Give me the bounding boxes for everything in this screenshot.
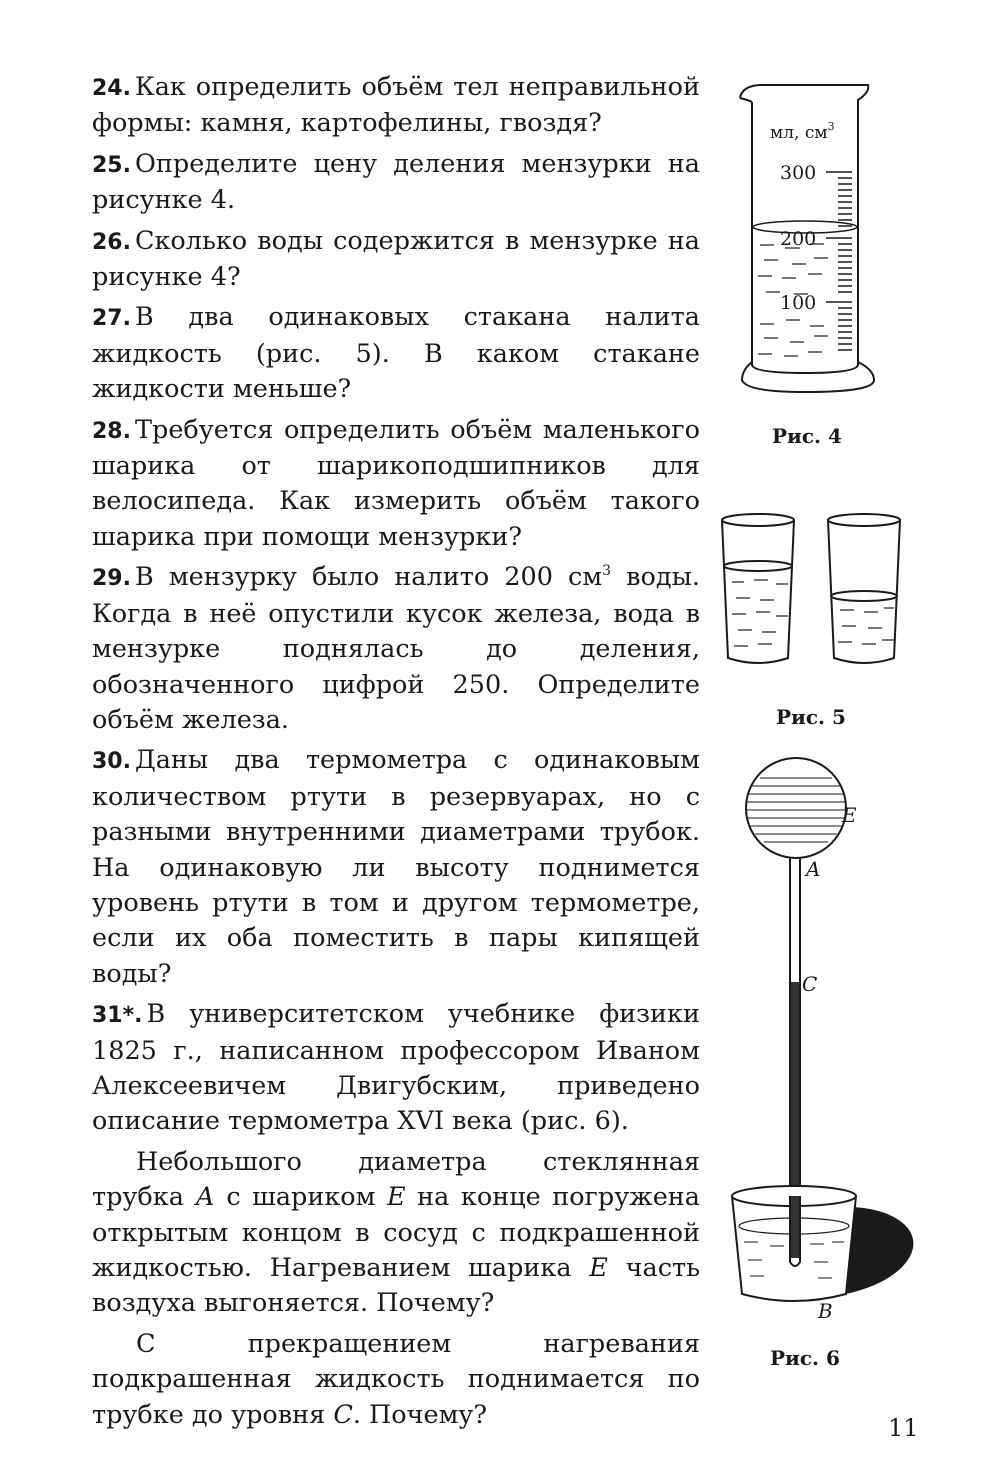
scale-100: 100 bbox=[780, 292, 817, 314]
problem-text: Определите цену деления мензурки на рисунке 4. bbox=[92, 148, 700, 216]
problem-number: 26. bbox=[92, 229, 131, 255]
figure-4-measuring-cylinder bbox=[730, 80, 890, 400]
problem-number: 25. bbox=[92, 152, 131, 178]
problem-28 bbox=[92, 413, 700, 556]
figure-5-caption: Рис. 5 bbox=[776, 705, 846, 729]
problem-number: 27. bbox=[92, 306, 131, 332]
problem-text: В два одинаковых стакана налита жидкость (рис. 5). В каком стакане жидкости меньше? bbox=[92, 302, 700, 405]
figure-5-two-glasses bbox=[718, 508, 908, 673]
problem-text: Как определить объём тел неправильной формы: камня, картофелины, гвоздя? bbox=[92, 72, 700, 139]
text-column bbox=[92, 70, 700, 1438]
problem-text: Даны два термометра с одинаковым количеством ртути в резервуарах, но с разными внутренними диаметрами трубок. На одинаковую ли высоту поднимется уровень ртути в том и другом термометре, если их оба поместить в пары кипящей воды? bbox=[92, 745, 700, 989]
variable-c: С bbox=[333, 1399, 353, 1430]
problem-text-end: воды. Когда в неё опустили кусок железа, вода в мензурке поднялась до деления, обозначенного цифрой 250. Определите объём железа. bbox=[92, 562, 700, 735]
problem-30 bbox=[92, 743, 700, 992]
label-c: C bbox=[802, 972, 818, 996]
variable-a: А bbox=[195, 1182, 215, 1213]
problem-text: В университетском учебнике физики 1825 г., написанном профессором Иваном Алексеевичем Двигубским, приведено описание термометра XVI века (рис. 6). bbox=[92, 999, 700, 1137]
problem-29 bbox=[92, 560, 700, 738]
problem-number: 29. bbox=[92, 566, 131, 592]
problem-text: Сколько воды содержится в мензурке на рисунке 4? bbox=[92, 225, 700, 293]
problem-25 bbox=[92, 147, 700, 219]
label-b: B bbox=[818, 1299, 833, 1323]
paragraph-liquid-rise bbox=[92, 1327, 700, 1433]
page-number: 11 bbox=[888, 1414, 919, 1442]
figure-4-caption: Рис. 4 bbox=[772, 424, 842, 448]
label-a: A bbox=[806, 857, 821, 881]
problem-number: 31*. bbox=[92, 1003, 143, 1029]
variable-e: Е bbox=[589, 1253, 608, 1283]
problem-26 bbox=[92, 224, 700, 296]
text-run: часть воздуха выгоняется. Почему? bbox=[92, 1253, 700, 1319]
problem-27 bbox=[92, 300, 700, 407]
problem-24 bbox=[92, 70, 700, 142]
text-run: с шариком bbox=[214, 1182, 388, 1213]
text-run: С прекращением нагревания подкрашенная жидкость поднимается по трубке до уровня bbox=[92, 1328, 700, 1430]
figure-6-caption: Рис. 6 bbox=[770, 1346, 840, 1370]
scale-300: 300 bbox=[780, 162, 817, 184]
problem-number: 24. bbox=[92, 76, 131, 101]
variable-e: Е bbox=[387, 1182, 406, 1213]
problem-number: 30. bbox=[92, 749, 131, 775]
unit-label: мл, $см^3$ bbox=[770, 120, 835, 143]
paragraph-tube-heating bbox=[92, 1145, 700, 1322]
text-run: Небольшого диаметра стеклянная трубка bbox=[92, 1146, 700, 1213]
superscript: 3 bbox=[602, 563, 612, 580]
problem-31 bbox=[92, 997, 700, 1140]
scale-200: 200 bbox=[780, 228, 817, 250]
text-run: на конце погружена открытым концом в сосуд с подкрашенной жидкостью. Нагреванием шарика bbox=[92, 1182, 700, 1283]
figure-6-thermoscope bbox=[730, 756, 930, 1330]
problem-text: Требуется определить объём маленького шарика от шарикоподшипников для велосипеда. Как измерить объём такого шарика при помощи мензурки? bbox=[92, 414, 700, 552]
text-run: . Почему? bbox=[352, 1399, 488, 1430]
label-e: E bbox=[842, 803, 857, 827]
problem-number: 28. bbox=[92, 418, 131, 444]
problem-text-start: В мензурку было налито 200 см bbox=[134, 562, 603, 593]
